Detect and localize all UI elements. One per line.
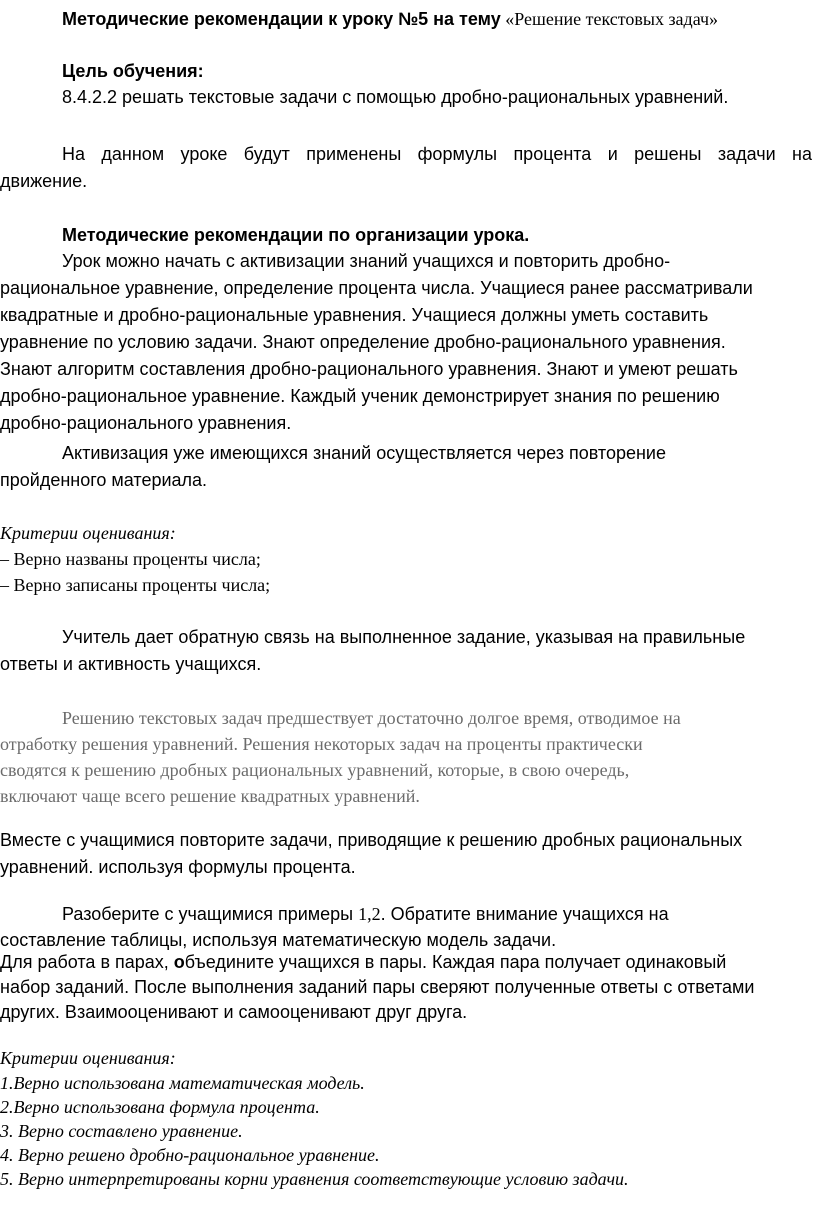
organization-heading: Методические рекомендации по организации урока.: [62, 225, 530, 245]
org-p1-line: дробно-рациональное уравнение. Каждый ученик демонстрирует знания по решению: [0, 386, 720, 406]
criteria1-item: – Верно записаны проценты числа;: [0, 575, 271, 595]
examples-numbers: 1,2: [358, 904, 381, 924]
criteria2-item: 1.Верно использована математическая модель.: [0, 1073, 365, 1093]
criteria2-heading: Критерии оценивания:: [0, 1048, 176, 1068]
criteria2-item: 5. Верно интерпретированы корни уравнения соответствующие условию задачи.: [0, 1169, 629, 1189]
pairs-text: бъедините учащихся в пары. Каждая пара получает одинаковый: [184, 952, 727, 972]
criteria1-item: – Верно названы проценты числа;: [0, 549, 261, 569]
criteria2-item: 2.Верно использована формула процента.: [0, 1097, 320, 1117]
examples-text: . Обратите внимание учащихся на: [380, 904, 669, 924]
pairs-bold-letter: о: [173, 952, 185, 972]
examples-line-1: [62, 903, 669, 925]
intro-word: На: [62, 144, 86, 164]
org-p1-line: Урок можно начать с активизации знаний учащихся и повторить дробно-: [62, 251, 671, 271]
document-title: [62, 8, 718, 30]
org-p2-line: пройденного материала.: [0, 470, 208, 490]
note-line: включают чаще всего решение квадратных уравнений.: [0, 786, 420, 806]
org-p1-line: дробно-рационального уравнения.: [0, 413, 292, 433]
intro-word: и: [607, 144, 618, 164]
note-line: отработку решения уравнений. Решения некоторых задач на проценты практически: [0, 734, 643, 754]
feedback-line: ответы и активность учащихся.: [0, 654, 262, 674]
intro-word: будут: [243, 144, 290, 164]
pairs-line-2: набор заданий. После выполнения заданий пары сверяют полученные ответы с ответами: [0, 977, 755, 997]
org-p1-line: Знают алгоритм составления дробно-рационального уравнения. Знают и умеют решать: [0, 359, 738, 379]
org-p1-line: квадратные и дробно-рациональные уравнения. Учащиеся должны уметь составить: [0, 305, 709, 325]
criteria2-item: 3. Верно составлено уравнение.: [0, 1121, 243, 1141]
intro-word: процента: [513, 144, 592, 164]
title-bold: Методические рекомендации к уроку №5 на тему: [62, 9, 501, 29]
feedback-line: Учитель дает обратную связь на выполненное задание, указывая на правильные: [62, 627, 746, 647]
pairs-line-3: других. Взаимооценивают и самооценивают друг друга.: [0, 1002, 468, 1022]
intro-line-1: [62, 143, 812, 165]
together-line: Вместе с учащимися повторите задачи, приводящие к решению дробных рациональных: [0, 830, 743, 850]
examples-line-2: составление таблицы, используя математическую модель задачи.: [0, 930, 557, 950]
org-p2-line: Активизация уже имеющихся знаний осуществляется через повторение: [62, 443, 666, 463]
together-line: уравнений. используя формулы процента.: [0, 857, 356, 877]
intro-word: задачи: [717, 144, 776, 164]
intro-line-2: движение.: [0, 171, 88, 191]
criteria1-heading: Критерии оценивания:: [0, 523, 176, 543]
org-p1-line: рациональное уравнение, определение процента числа. Учащиеся ранее рассматривали: [0, 278, 753, 298]
title-topic: «Решение текстовых задач»: [500, 9, 719, 29]
pairs-line-1: [0, 951, 726, 973]
pairs-text: Для работа в парах,: [0, 952, 174, 972]
note-line: сводятся к решению дробных рациональных уравнений, которые, в свою очередь,: [0, 760, 630, 780]
goal-text: 8.4.2.2 решать текстовые задачи с помощью дробно-рациональных уравнений.: [62, 87, 729, 107]
goal-heading: Цель обучения:: [62, 61, 204, 81]
intro-word: на: [792, 144, 812, 164]
intro-word: решены: [634, 144, 702, 164]
note-line: Решению текстовых задач предшествует достаточно долгое время, отводимое на: [62, 708, 681, 728]
intro-word: уроке: [180, 144, 228, 164]
examples-text: Разоберите с учащимися примеры: [62, 904, 359, 924]
intro-word: применены: [306, 144, 402, 164]
org-p1-line: уравнение по условию задачи. Знают определение дробно-рационального уравнения.: [0, 332, 726, 352]
intro-word: данном: [101, 144, 165, 164]
intro-word: формулы: [417, 144, 498, 164]
criteria2-item: 4. Верно решено дробно-рациональное уравнение.: [0, 1145, 380, 1165]
